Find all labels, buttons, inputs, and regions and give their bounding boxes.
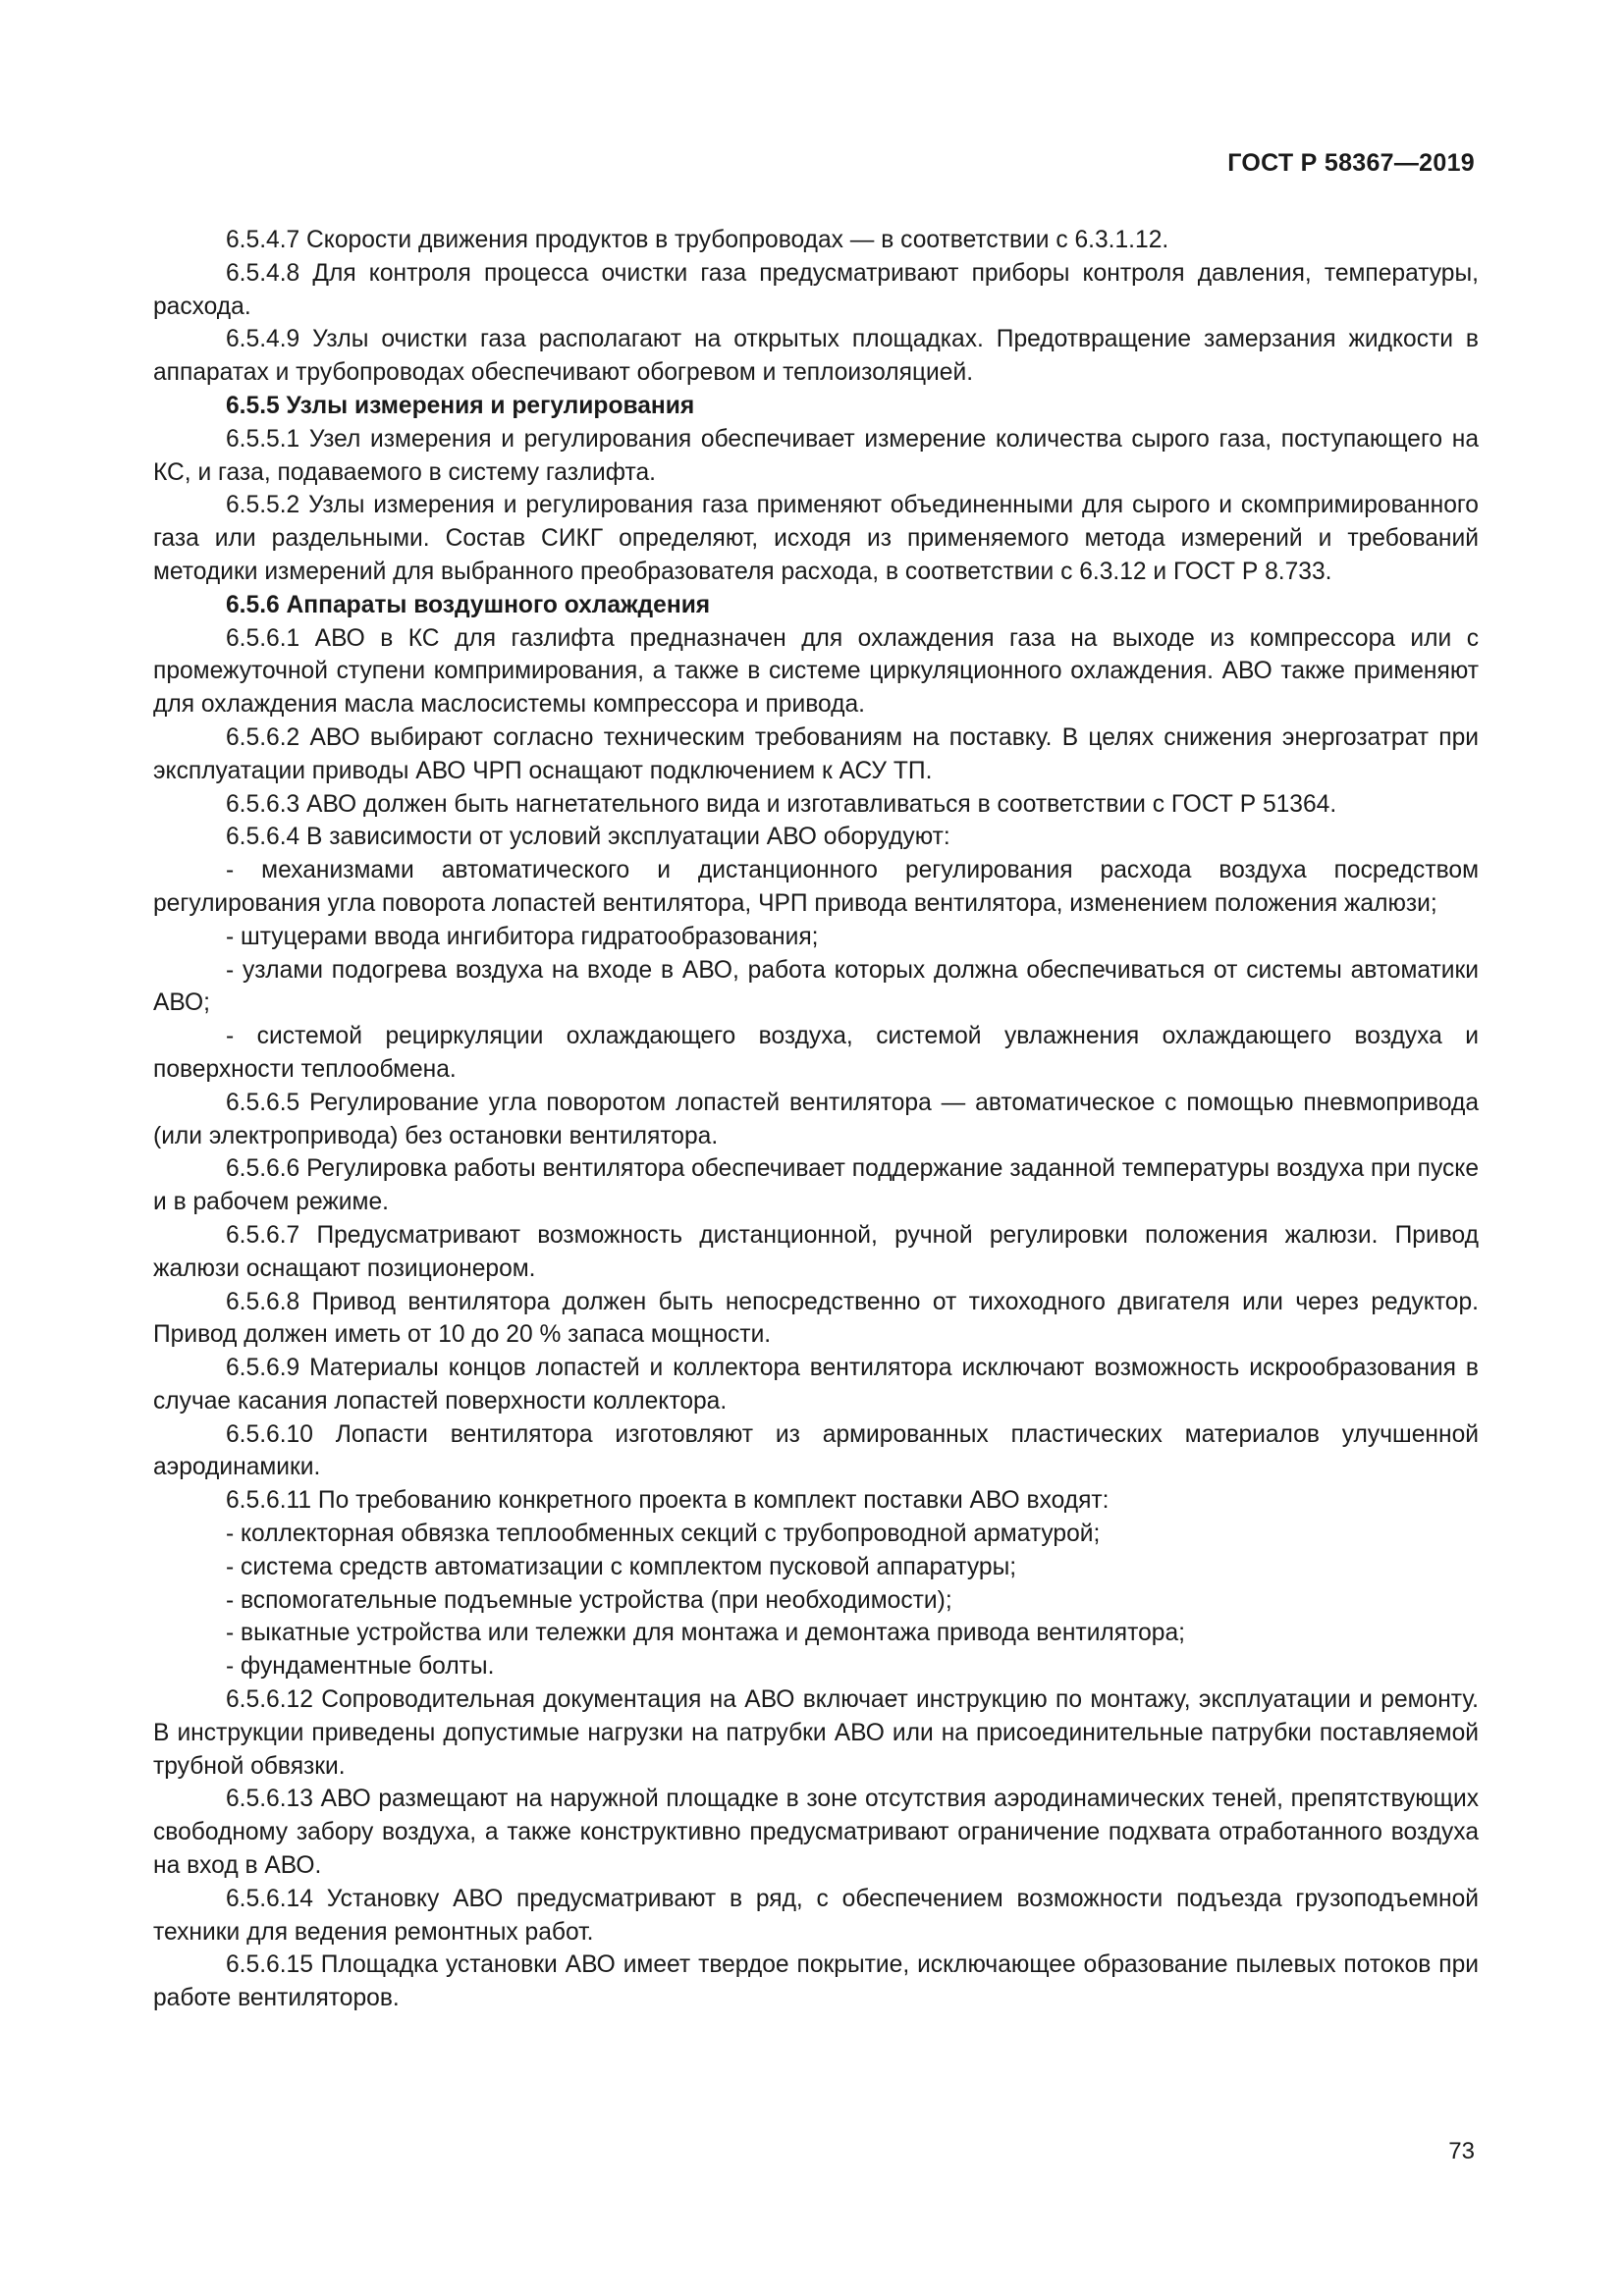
- document-header: ГОСТ Р 58367—2019: [1227, 149, 1475, 177]
- paragraph: - штуцерами ввода ингибитора гидратообразования;: [226, 923, 819, 950]
- paragraph: - механизмами автоматического и дистанционного регулирования расхода воздуха посредством регулирования угла поворота лопастей вентилятора, ЧРП привода вентилятора, изменением положения жалюзи;: [153, 857, 1479, 917]
- list-item: - выкатные устройства или тележки для монтажа и демонтажа привода вентилятора;: [226, 1620, 1185, 1647]
- paragraph: 6.5.6.8 Привод вентилятора должен быть непосредственно от тихоходного двигателя или через редуктор. Привод должен иметь от 10 до 20 % запаса мощности.: [153, 1288, 1479, 1349]
- paragraph: 6.5.6.14 Установку АВО предусматривают в ряд, с обеспечением возможности подъезда грузоподъемной техники для ведения ремонтных работ.: [153, 1885, 1479, 1946]
- document-body: [153, 224, 1479, 2015]
- page-number: 73: [1448, 2138, 1475, 2164]
- paragraph: 6.5.5.1 Узел измерения и регулирования обеспечивает измерение количества сырого газа, поступающего на КС, и газа, подаваемого в систему газлифта.: [153, 425, 1479, 486]
- paragraph: 6.5.6.12 Сопроводительная документация на АВО включает инструкцию по монтажу, эксплуатации и ремонту. В инструкции приведены допустимые нагрузки на патрубки АВО или на присоединительные патрубки поставляемой трубной обвязки.: [153, 1686, 1479, 1780]
- paragraph: 6.5.6.10 Лопасти вентилятора изготовляют из армированных пластических материалов улучшенной аэродинамики.: [153, 1420, 1479, 1481]
- paragraph: 6.5.6.13 АВО размещают на наружной площадке в зоне отсутствия аэродинамических теней, препятствующих свободному забору воздуха, а также конструктивно предусматривают ограничение подхвата отработанного воздуха на вход в АВО.: [153, 1786, 1479, 1880]
- list-item: - коллекторная обвязка теплообменных секций с трубопроводной арматурой;: [226, 1521, 1101, 1548]
- paragraph: 6.5.6.15 Площадка установки АВО имеет твердое покрытие, исключающее образование пылевых потоков при работе вентиляторов.: [153, 1951, 1479, 2012]
- list-item: - вспомогательные подъемные устройства (при необходимости);: [226, 1586, 952, 1614]
- paragraph: - системой рециркуляции охлаждающего воздуха, системой увлажнения охлаждающего воздуха и поверхности теплообмена.: [153, 1023, 1479, 1083]
- paragraph: 6.5.5.2 Узлы измерения и регулирования газа применяют объединенными для сырого и скомпримированного газа или раздельными. Состав СИКГ определяют, исходя из применяемого метода измерений и требований методики измерений для выбранного преобразователя расхода, в соответствии с 6.3.12 и ГОСТ Р 8.733.: [153, 492, 1479, 585]
- paragraph: 6.5.6.6 Регулировка работы вентилятора обеспечивает поддержание заданной температуры воздуха при пуске и в рабочем режиме.: [153, 1155, 1479, 1216]
- paragraph: 6.5.6.11 По требованию конкретного проекта в комплект поставки АВО входят:: [226, 1487, 1110, 1515]
- section-heading: 6.5.5 Узлы измерения и регулирования: [226, 392, 695, 419]
- paragraph: 6.5.6.5 Регулирование угла поворотом лопастей вентилятора — автоматическое с помощью пневмопривода (или электропривода) без остановки вентилятора.: [153, 1089, 1479, 1149]
- list-item: - фундаментные болты.: [226, 1653, 495, 1681]
- paragraph: 6.5.4.8 Для контроля процесса очистки газа предусматривают приборы контроля давления, температуры, расхода.: [153, 259, 1479, 320]
- paragraph: 6.5.6.4 В зависимости от условий эксплуатации АВО оборудуют:: [226, 824, 950, 851]
- section-heading: 6.5.6 Аппараты воздушного охлаждения: [226, 591, 711, 618]
- paragraph: 6.5.6.3 АВО должен быть нагнетательного вида и изготавливаться в соответствии с ГОСТ Р 51364.: [226, 790, 1337, 818]
- paragraph: 6.5.6.9 Материалы концов лопастей и коллектора вентилятора исключают возможность искрообразования в случае касания лопастей поверхности коллектора.: [153, 1355, 1479, 1415]
- paragraph: 6.5.4.9 Узлы очистки газа располагают на открытых площадках. Предотвращение замерзания жидкости в аппаратах и трубопроводах обеспечивают обогревом и теплоизоляцией.: [153, 326, 1479, 387]
- paragraph: 6.5.6.7 Предусматривают возможность дистанционной, ручной регулировки положения жалюзи. Привод жалюзи оснащают позиционером.: [153, 1221, 1479, 1282]
- list-item: - система средств автоматизации с комплектом пусковой аппаратуры;: [226, 1553, 1017, 1580]
- paragraph: 6.5.4.7 Скорости движения продуктов в трубопроводах — в соответствии с 6.3.1.12.: [226, 227, 1169, 253]
- paragraph: 6.5.6.1 АВО в КС для газлифта предназначен для охлаждения газа на выходе из компрессора или с промежуточной ступени компримирования, а также в системе циркуляционного охлаждения. АВО также применяют для охлаждения масла маслосистемы компрессора и привода.: [153, 624, 1479, 719]
- paragraph: - узлами подогрева воздуха на входе в АВО, работа которых должна обеспечиваться от системы автоматики АВО;: [153, 956, 1479, 1017]
- paragraph: 6.5.6.2 АВО выбирают согласно техническим требованиям на поставку. В целях снижения энергозатрат при эксплуатации приводы АВО ЧРП оснащают подключением к АСУ ТП.: [153, 723, 1479, 784]
